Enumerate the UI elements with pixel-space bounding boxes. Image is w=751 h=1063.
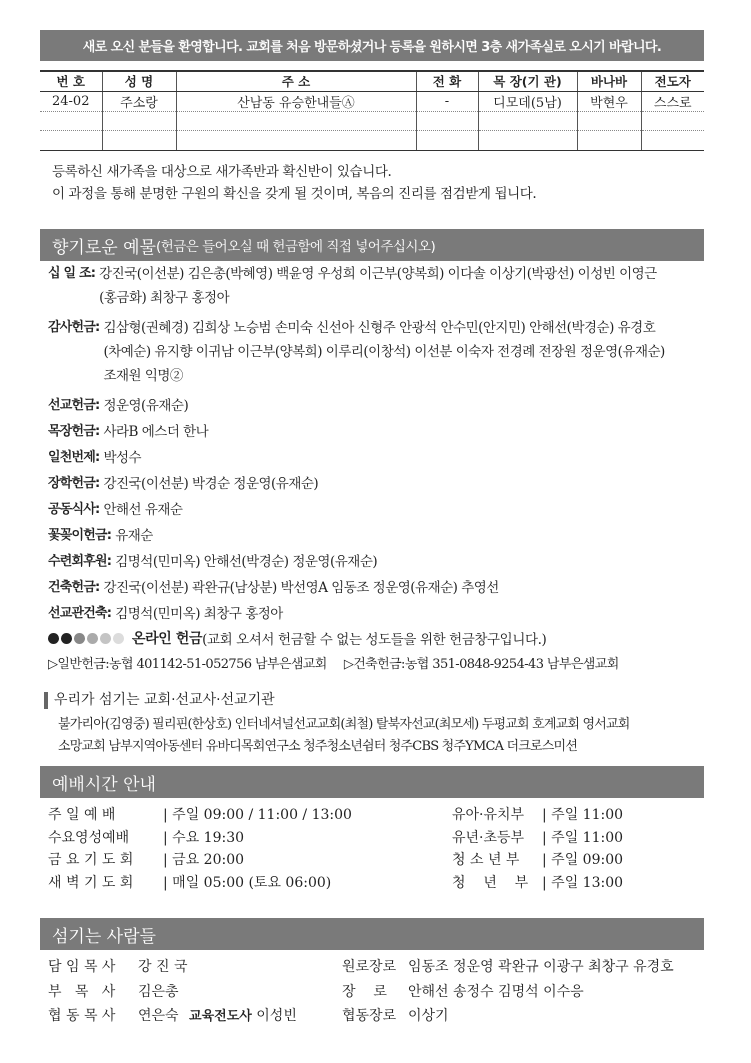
offering-names: 김명석(민미옥) 안해선(박경순) 정운영(유재순) xyxy=(115,554,378,570)
table-header-row xyxy=(40,71,704,91)
offering-names: 박성수 xyxy=(103,450,142,466)
offering-mission-building xyxy=(48,602,708,626)
building-account: ▷건축헌금:농협 351-0848-9254-43 남부은샘교회 xyxy=(343,657,619,672)
worship-name: 새 벽 기 도 회 xyxy=(48,874,134,891)
worship-time: 수요 19:30 xyxy=(172,829,245,846)
staff-name: 연은숙 xyxy=(138,1008,179,1024)
staff-list-right xyxy=(342,955,674,1029)
worship-header xyxy=(40,766,704,798)
offerings-subtitle: (헌금은 들어오실 때 헌금함에 직접 넣어주십시오) xyxy=(155,239,436,255)
offering-tithe xyxy=(48,262,708,310)
support-title: 우리가 섬기는 교회·선교사·선교기관 xyxy=(44,692,275,709)
cell-empty xyxy=(416,130,478,150)
worship-item: 유년·초등부 | 주일 11:00 xyxy=(452,827,623,850)
offering-names: 강진국(이선분) 곽완규(남상분) 박선영A 임동조 정운영(유재순) 추영선 xyxy=(103,580,499,596)
cell-phone: - xyxy=(416,91,478,111)
newcomer-note: 이 과정을 통해 분명한 구원의 확신을 갖게 될 것이며, 복음의 진리를 점검받게 됩니다. xyxy=(52,186,537,202)
worship-time: 금요 20:00 xyxy=(172,852,245,868)
offering-mission xyxy=(48,394,708,418)
cell-group: 디모데(5남) xyxy=(478,91,577,111)
staff-item xyxy=(342,955,674,980)
offering-group xyxy=(48,420,708,444)
staff-title: 섬기는 사람들 xyxy=(52,926,156,947)
general-account: ▷일반헌금:농협 401142-51-052756 남부은샘교회 xyxy=(48,657,327,672)
worship-time: 주일 11:00 xyxy=(551,807,624,823)
offering-names: 강진국(이선분) 박경순 정운영(유재순) xyxy=(103,476,319,492)
cell-empty xyxy=(102,130,176,150)
header-group: 목 장(기 관) xyxy=(478,71,577,91)
newcomer-note: 등록하신 새가족을 대상으로 새가족반과 확신반이 있습니다. xyxy=(52,164,392,180)
worship-time: 주일 09:00 xyxy=(551,852,624,868)
staff-name: 안해선 송정수 김명석 이수응 xyxy=(408,983,584,1000)
cell-address: 산남동 유승한내들Ⓐ xyxy=(176,91,416,111)
offering-label: 수련회후원: xyxy=(48,554,112,569)
offering-names: 사라B 에스더 한나 xyxy=(103,424,209,440)
support-list xyxy=(58,714,708,758)
offering-label: 선교헌금: xyxy=(48,398,100,413)
staff-role: 원로장로 xyxy=(342,959,397,975)
dot-icon xyxy=(48,633,59,644)
cell-empty xyxy=(577,111,641,130)
names-line: (홍금화) 최창구 홍정아 xyxy=(99,290,230,306)
worship-name: 청 년 부 xyxy=(452,874,529,891)
worship-name: 금 요 기 도 회 xyxy=(48,852,134,868)
names-line: 강진국(이선분) 김은총(박혜영) 백윤영 우성희 이근부(양복희) 이다솔 이상기(박광선) 이성빈 이영근 xyxy=(99,266,657,282)
offerings-title: 향기로운 예물 xyxy=(52,237,156,258)
cell-empty xyxy=(641,130,704,150)
worship-item: 주 일 예 배 | 주일 09:00 / 11:00 / 13:00 xyxy=(48,804,352,827)
worship-schedule-left xyxy=(48,804,352,894)
offering-label: 목장헌금: xyxy=(48,424,100,439)
offering-label: 꽃꽂이헌금: xyxy=(48,528,112,543)
staff-name: 임동조 정운영 곽완규 이광구 최창구 유경호 xyxy=(408,959,674,975)
online-offering-title: 온라인 헌금 xyxy=(132,631,203,647)
worship-item: 유아·유치부 | 주일 11:00 xyxy=(452,804,623,827)
cell-empty xyxy=(577,130,641,150)
offering-meal xyxy=(48,498,708,522)
staff-role: 교육전도사 xyxy=(189,1009,252,1024)
offering-names xyxy=(95,262,657,310)
table-row xyxy=(40,91,704,111)
header-phone: 전 화 xyxy=(416,71,478,91)
worship-time: 주일 13:00 xyxy=(551,874,624,891)
cell-empty xyxy=(176,111,416,130)
worship-name: 수요영성예배 xyxy=(48,829,130,846)
worship-item: 새 벽 기 도 회 | 매일 05:00 (토요 06:00) xyxy=(48,872,352,895)
staff-list-left xyxy=(48,955,297,1030)
header-name: 성 명 xyxy=(102,71,176,91)
worship-schedule-right xyxy=(452,804,623,894)
cell-barnabas: 박현우 xyxy=(577,91,641,111)
online-offering-desc: (교회 오셔서 헌금할 수 없는 성도들을 위한 헌금창구입니다.) xyxy=(202,632,547,648)
dot-icon xyxy=(113,633,124,644)
cell-evangelist: 스스로 xyxy=(641,91,704,111)
worship-name: 주 일 예 배 xyxy=(48,807,116,823)
names-line: 김삼형(권혜경) 김희상 노승범 손미숙 신선아 신형주 안광석 안수민(안지민) 안해선(박경순) 유경호 xyxy=(103,320,656,336)
worship-item: 금 요 기 도 회 | 금요 20:00 xyxy=(48,849,352,872)
header-evangelist: 전도자 xyxy=(641,71,704,91)
support-line: 소망교회 남부지역아동센터 유바디목회연구소 청주청소년쉼터 청주CBS 청주YMCA 더크로스미션 xyxy=(58,739,578,754)
welcome-banner: 새로 오신 분들을 환영합니다. 교회를 처음 방문하셨거나 등록을 원하시면 3층 새가족실로 오시기 바랍니다. xyxy=(40,30,704,61)
header-address: 주 소 xyxy=(176,71,416,91)
cell-empty xyxy=(641,111,704,130)
staff-name: 강 진 국 xyxy=(138,959,188,975)
names-line: 조재원 익명② xyxy=(103,368,183,384)
staff-role: 부 목 사 xyxy=(48,983,116,1000)
offering-flower xyxy=(48,524,708,548)
support-line: 불가리아(김영중) 필리핀(한상호) 인터네셔널선교교회(최철) 탈북자선교(최모세) 두평교회 호계교회 영서교회 xyxy=(58,717,630,732)
cell-empty xyxy=(478,130,577,150)
staff-name: 이상기 xyxy=(408,1008,449,1024)
staff-role: 협 동 목 사 xyxy=(48,1008,116,1024)
worship-time: 매일 05:00 (토요 06:00) xyxy=(172,874,332,891)
header-barnabas: 바나바 xyxy=(577,71,641,91)
header-number: 번 호 xyxy=(40,71,102,91)
worship-time: 주일 09:00 / 11:00 / 13:00 xyxy=(172,807,352,823)
offering-label: 십 일 조: xyxy=(48,266,96,281)
offering-names: 김명석(민미옥) 최창구 홍정아 xyxy=(115,606,283,622)
staff-item xyxy=(342,980,674,1005)
staff-role: 협동장로 xyxy=(342,1008,397,1024)
worship-item: 수요영성예배 | 수요 19:30 xyxy=(48,827,352,850)
worship-title: 예배시간 안내 xyxy=(52,774,156,795)
cell-name: 주소랑 xyxy=(102,91,176,111)
cell-empty xyxy=(478,111,577,130)
offering-label: 감사헌금: xyxy=(48,320,100,335)
worship-name: 유년·초등부 xyxy=(452,829,525,846)
offerings-header xyxy=(40,229,704,261)
online-offering xyxy=(48,628,546,648)
offering-names: 정운영(유재순) xyxy=(103,398,189,414)
table-row xyxy=(40,111,704,130)
staff-item xyxy=(48,980,297,1005)
cell-empty xyxy=(40,111,102,130)
worship-name: 청 소 년 부 xyxy=(452,852,520,868)
staff-item xyxy=(48,1004,297,1030)
dot-icon xyxy=(74,633,85,644)
worship-name: 유아·유치부 xyxy=(452,807,525,823)
offering-label: 공동식사: xyxy=(48,502,100,517)
offering-label: 선교관건축: xyxy=(48,606,112,621)
cell-number: 24-02 xyxy=(40,91,102,111)
offering-names xyxy=(99,316,664,388)
offering-retreat xyxy=(48,550,708,574)
worship-item: 청 소 년 부 | 주일 09:00 xyxy=(452,849,623,872)
staff-role: 담 임 목 사 xyxy=(48,959,116,975)
offering-label: 일천번제: xyxy=(48,450,100,465)
worship-item: 청 년 부 | 주일 13:00 xyxy=(452,872,623,895)
dot-icon xyxy=(61,633,72,644)
names-line: (차예순) 유지향 이귀남 이근부(양복희) 이루리(이창석) 이선분 이숙자 전경례 전장원 정운영(유재순) xyxy=(103,344,665,360)
bank-accounts xyxy=(48,653,619,672)
worship-time: 주일 11:00 xyxy=(551,829,624,846)
staff-item xyxy=(342,1004,674,1029)
dot-icon xyxy=(87,633,98,644)
offering-names: 유재순 xyxy=(115,528,153,544)
staff-item xyxy=(48,955,297,980)
cell-empty xyxy=(176,130,416,150)
offering-thousand xyxy=(48,446,708,470)
offering-names: 안해선 유재순 xyxy=(103,502,183,518)
staff-role: 장 로 xyxy=(342,983,387,1000)
registration-table xyxy=(40,70,704,151)
staff-name: 김은총 xyxy=(138,983,179,1000)
staff-name: 이성빈 xyxy=(256,1008,297,1024)
cell-empty xyxy=(416,111,478,130)
cell-empty xyxy=(102,111,176,130)
staff-header xyxy=(40,918,704,950)
dot-icon xyxy=(100,633,111,644)
table-row xyxy=(40,130,704,150)
offering-label: 장학헌금: xyxy=(48,476,100,491)
cell-empty xyxy=(40,130,102,150)
offering-building xyxy=(48,576,708,600)
offering-scholarship xyxy=(48,472,708,496)
offering-thanks xyxy=(48,316,708,388)
offering-label: 건축헌금: xyxy=(48,580,100,595)
